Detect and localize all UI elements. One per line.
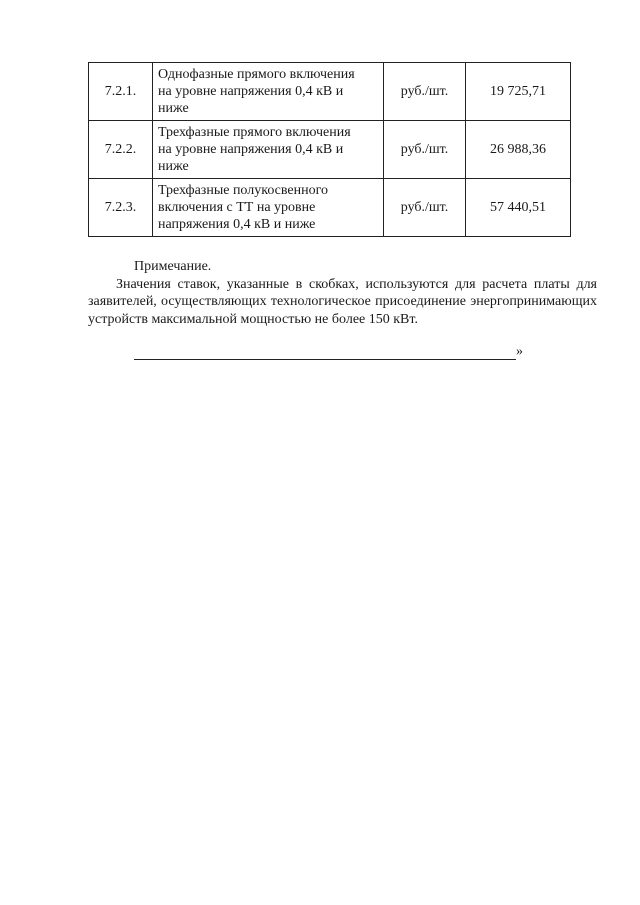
item-number: 7.2.3.	[89, 179, 153, 237]
table-row	[89, 63, 571, 121]
item-number: 7.2.1.	[89, 63, 153, 121]
closing-line	[134, 344, 523, 360]
description-line: на уровне напряжения 0,4 кВ и	[158, 84, 344, 99]
item-value: 19 725,71	[466, 63, 571, 121]
item-unit: руб./шт.	[384, 63, 466, 121]
description-line: Трехфазные прямого включения	[158, 125, 351, 140]
note-title: Примечание.	[134, 259, 212, 274]
rates-table-body	[89, 63, 571, 237]
description-line: включения с ТТ на уровне	[158, 200, 316, 215]
table-row	[89, 179, 571, 237]
item-value: 26 988,36	[466, 121, 571, 179]
blank-underline	[134, 345, 516, 360]
item-description	[153, 121, 384, 179]
item-value: 57 440,51	[466, 179, 571, 237]
description-line: напряжения 0,4 кВ и ниже	[158, 217, 316, 232]
note-block	[88, 258, 597, 328]
description-line: ниже	[158, 101, 189, 116]
item-number: 7.2.2.	[89, 121, 153, 179]
rates-table	[88, 62, 571, 237]
description-line: на уровне напряжения 0,4 кВ и	[158, 142, 344, 157]
table-row	[89, 121, 571, 179]
item-description	[153, 63, 384, 121]
item-unit: руб./шт.	[384, 121, 466, 179]
note-body: Значения ставок, указанные в скобках, используются для расчета платы для заявителей, осуществляющих технологическое присоединение энергопринимающих устройств максимальной мощностью не более 150 кВт.	[88, 276, 597, 327]
item-unit: руб./шт.	[384, 179, 466, 237]
description-line: Трехфазные полукосвенного	[158, 183, 329, 198]
description-line: ниже	[158, 159, 189, 174]
closing-quote: »	[516, 344, 523, 359]
item-description	[153, 179, 384, 237]
description-line: Однофазные прямого включения	[158, 67, 355, 82]
